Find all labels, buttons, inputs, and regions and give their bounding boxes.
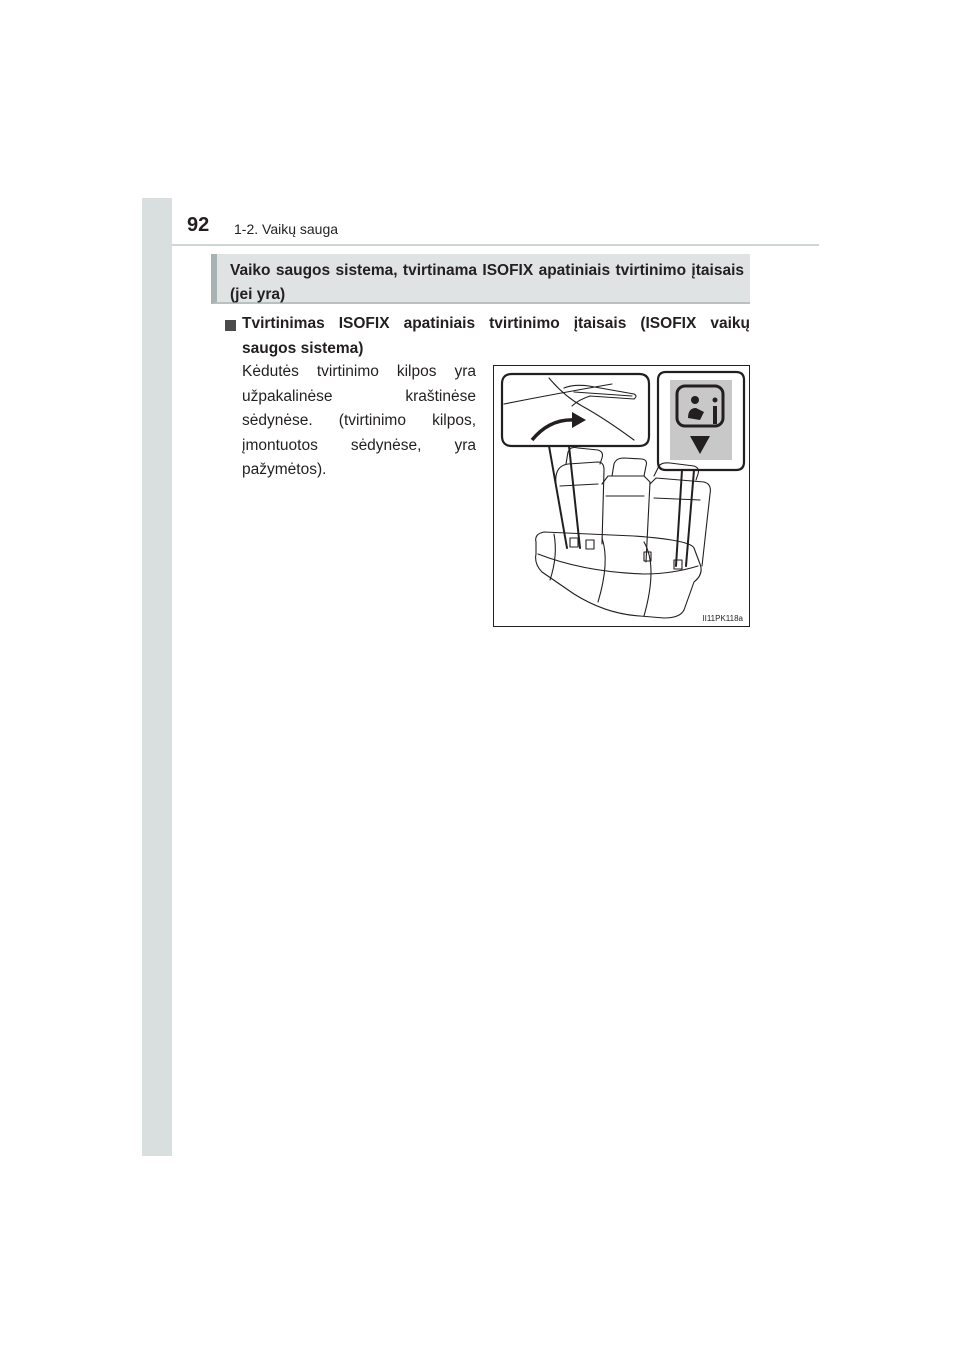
figure-code: II11PK118a [702, 614, 743, 623]
side-strip [142, 198, 172, 1156]
header-rule [172, 244, 819, 246]
body-paragraph: Kėdutės tvirtinimo kilpos yra užpakalinėse kraštinėse sėdynėse. (tvirtinimo kilpos, įmontuotos sėdynėse, yra pažymėtos). [242, 363, 476, 478]
running-head: 1-2. Vaikų sauga [234, 221, 339, 237]
square-bullet-icon [225, 320, 236, 331]
subsection-heading: Tvirtinimas ISOFIX apatiniais tvirtinimo įtaisais (ISOFIX vaikų saugos sistema) [242, 315, 750, 357]
isofix-seat-illustration [493, 365, 750, 627]
section-title-box [211, 254, 750, 304]
page-number: 92 [187, 214, 210, 236]
section-title: Vaiko saugos sistema, tvirtinama ISOFIX apatiniais tvirtinimo įtaisais (jei yra) [230, 262, 744, 303]
rear-seat-drawing [494, 366, 751, 628]
